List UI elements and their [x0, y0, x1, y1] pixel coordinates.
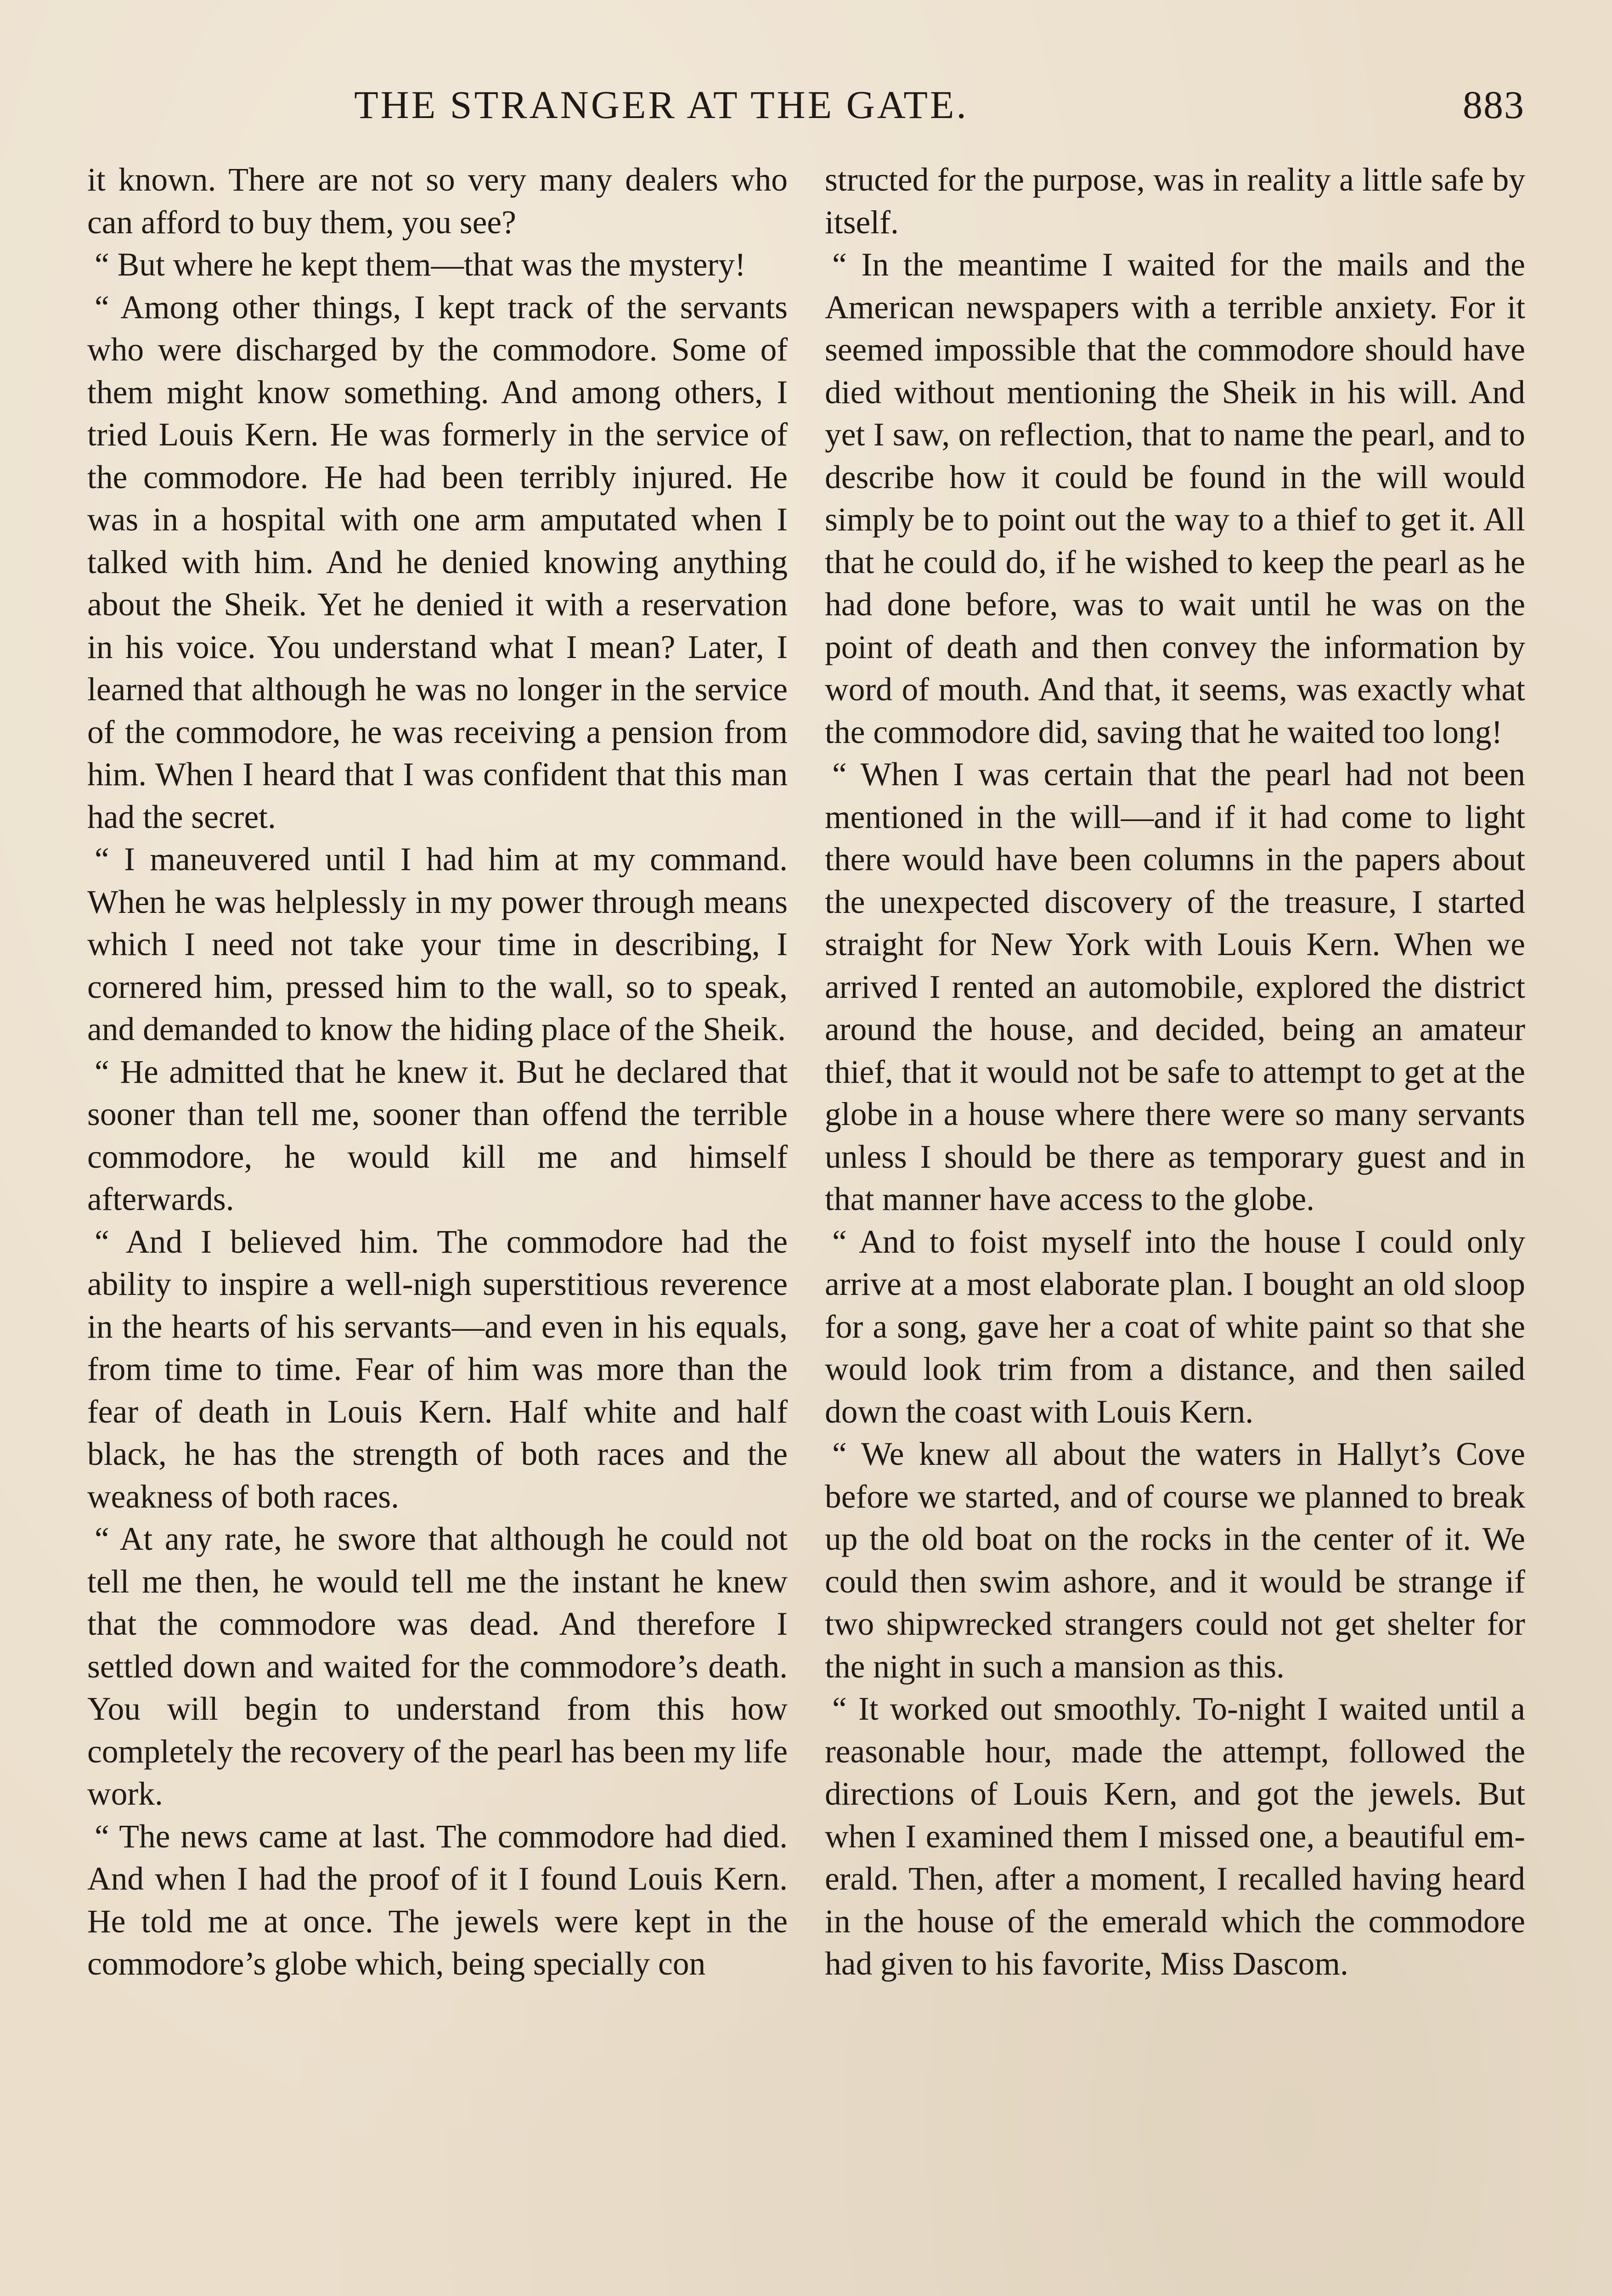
paragraph: “ In the meantime I waited for the mails and the American newspapers with a terrible anxiety. For it seemed impossible that the commodore should have died without mentioning the Sheik in his will. And yet I saw, on reflection, that to name the pearl, and to describe how it could be found in the will would simply be to point out the way to a thief to get it. All that he could do, if he wished to keep the pearl as he had done before, was to wait until he was on the point of death and then convey the information by word of mouth. And that, it seems, was exactly what the commodore did, saving that he waited too long! [825, 247, 1525, 750]
paragraph: “ It worked out smoothly. To-night I waited until a reasonable hour, made the attempt, followed the directions of Louis Kern, and got the jewels. But when I examined them I missed one, a beautiful emerald. Then, after a moment, I recalled having heard in the house of the emerald which the commodore had given to his favorite, Miss Dascom. [825, 1691, 1525, 1982]
paragraph: “ Among other things, I kept track of the servants who were discharged by the commodore. Some of them might know something. And among others, I tried Louis Kern. He was formerly in the service of the commodore. He had been terribly injured. He was in a hospital with one arm amputated when I talked with him. And he denied knowing anything about the Sheik. Yet he denied it with a reservation in his voice. You understand what I mean? Later, I learned that although he was no longer in the service of the commodore, he was receiving a pension from him. When I heard that I was confident that this man had the secret. [87, 289, 788, 835]
paragraph: “ And I believed him. The commodore had the ability to inspire a well-nigh superstitious reverence in the hearts of his servants—and even in his equals, from time to time. Fear of him was more than the fear of death in Louis Kern. Half white and half black, he has the strength of both races and the weakness of both races. [87, 1223, 788, 1515]
running-head [87, 77, 1525, 132]
paragraph: “ When I was certain that the pearl had not been mentioned in the will—and if it had come to light there would have been columns in the papers about the unexpected discovery of the treasure, I started straight for New York with Louis Kern. When we arrived I rented an automobile, explored the district around the house, and decided, being an amateur thief, that it would not be safe to attempt to get at the globe in a house where there were so many servants unless I should be there as temporary guest and in that manner have access to the globe. [825, 756, 1525, 1217]
running-title: THE STRANGER AT THE GATE. [354, 83, 969, 127]
paragraph: it known. There are not so very many dealers who can afford to buy them, you see? [87, 162, 788, 241]
left-column [87, 159, 788, 1986]
paragraph: “ The news came at last. The commodore had died. And when I had the proof of it I found Louis Kern. He told me at once. The jewels were kept in the commodore’s globe which, being specially con [87, 1818, 788, 1982]
right-column [825, 159, 1525, 1986]
paragraph: structed for the purpose, was in reality a little safe by itself. [825, 162, 1525, 241]
paragraph: “ We knew all about the waters in Hallyt’s Cove before we started, and of course we planned to break up the old boat on the rocks in the center of it. We could then swim ashore, and it would be strange if two shipwrecked strangers could not get shelter for the night in such a mansion as this. [825, 1436, 1525, 1685]
page-number: 883 [1463, 83, 1525, 127]
paragraph: “ He admitted that he knew it. But he declared that sooner than tell me, sooner than offend the terrible commodore, he would kill me and himself afterwards. [87, 1053, 788, 1217]
paragraph: “ At any rate, he swore that although he could not tell me then, he would tell me the instant he knew that the commodore was dead. And therefore I settled down and waited for the commodore’s death. You will begin to understand from this how completely the recovery of the pearl has been my life work. [87, 1521, 788, 1812]
paragraph: “ And to foist myself into the house I could only arrive at a most elaborate plan. I bought an old sloop for a song, gave her a coat of white paint so that she would look trim from a distance, and then sailed down the coast with Louis Kern. [825, 1223, 1525, 1430]
paragraph: “ I maneuvered until I had him at my command. When he was helplessly in my power through means which I need not take your time in describing, I cornered him, pressed him to the wall, so to speak, and demanded to know the hiding place of the Sheik. [87, 841, 788, 1047]
paragraph: “ But where he kept them—that was the mystery! [95, 247, 746, 283]
